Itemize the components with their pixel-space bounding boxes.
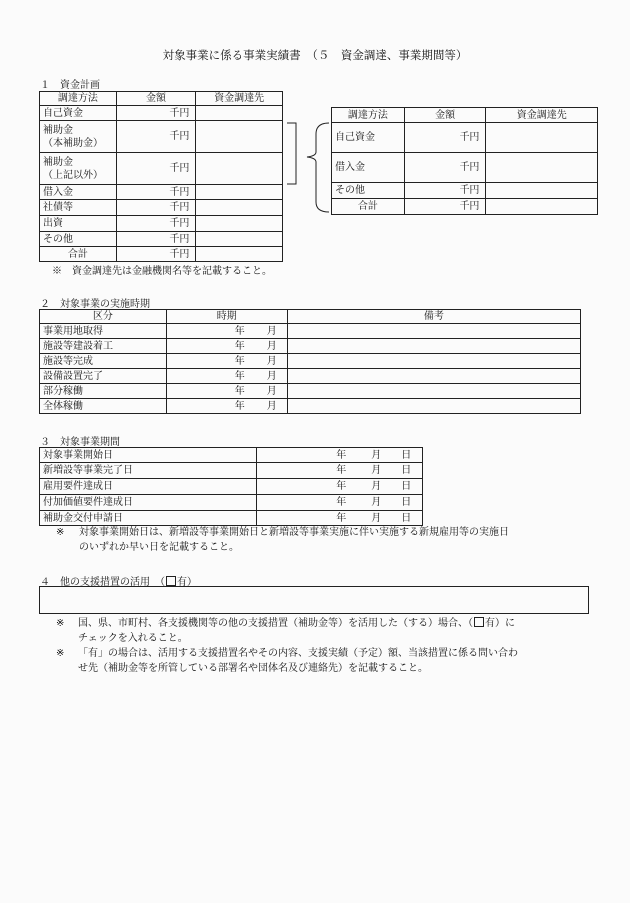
year-label: 年	[336, 481, 347, 492]
period-label-cell: 補助金交付申請日	[40, 511, 257, 526]
table-header-row	[40, 92, 283, 106]
amount-cell: 千円	[116, 185, 196, 200]
table-header-row	[332, 108, 598, 123]
method-line: 補助金	[43, 124, 73, 136]
method-cell	[40, 121, 117, 153]
checkbox-label: 有）	[177, 577, 197, 588]
period-label-cell: 新増設等事業完了日	[40, 463, 257, 479]
table-row	[40, 448, 423, 463]
source-cell	[196, 200, 283, 216]
method-cell: 自己資金	[332, 123, 405, 153]
method-cell: 自己資金	[40, 106, 117, 121]
month-label: 月	[266, 370, 277, 382]
month-label: 月	[266, 340, 277, 352]
funding-breakdown-table	[331, 107, 598, 215]
remarks-cell	[287, 324, 580, 339]
table-row	[332, 153, 598, 183]
other-support-checkbox[interactable]	[166, 576, 176, 586]
table-row	[40, 232, 283, 247]
timing-cell	[166, 324, 287, 339]
month-label: 月	[266, 325, 277, 337]
year-label: 年	[336, 497, 347, 508]
year-label: 年	[234, 325, 245, 337]
section4-heading-text: ４ 他の支援措置の活用 （	[40, 577, 165, 588]
month-label: 月	[266, 400, 277, 412]
section3-note-mark: ※	[56, 527, 65, 538]
note-line: 対象事業開始日は、新増設等事業開始日と新増設等事業実施に伴い実施する新規雇用等の実施日	[79, 527, 509, 538]
section1-note: ※ 資金調達先は金融機関名等を記載すること。	[52, 266, 272, 277]
source-cell	[486, 199, 598, 215]
source-cell	[196, 153, 283, 185]
checkbox-symbol	[474, 617, 484, 627]
month-label: 月	[371, 449, 382, 461]
right-bracket-shape	[287, 123, 296, 184]
table-row	[40, 153, 283, 185]
year-label: 年	[234, 355, 245, 367]
day-label: 日	[401, 512, 412, 524]
month-label: 月	[371, 481, 382, 492]
remarks-cell	[287, 339, 580, 354]
column-header: 調達方法	[332, 108, 405, 123]
table-row	[332, 199, 598, 215]
table-row	[40, 495, 423, 511]
method-cell: 合計	[332, 199, 405, 215]
amount-cell: 千円	[404, 123, 486, 153]
timing-cell	[166, 384, 287, 399]
table-header-row	[40, 310, 581, 324]
method-cell: 社債等	[40, 200, 117, 216]
note-line: 「有」の場合は、活用する支援措置名やその内容、支援実績（予定）額、当該措置に係る問い合わ	[78, 648, 518, 659]
amount-cell: 千円	[116, 216, 196, 232]
year-label: 年	[336, 465, 347, 476]
year-label: 年	[234, 385, 245, 397]
source-cell	[486, 123, 598, 153]
table-row	[40, 324, 581, 339]
page-title: 対象事業に係る事業実績書 （５ 資金調達、事業期間等）	[162, 48, 468, 62]
column-header: 金額	[116, 92, 196, 106]
year-label: 年	[234, 340, 245, 352]
table-row	[40, 121, 283, 153]
source-cell	[196, 232, 283, 247]
category-cell: 施設等完成	[40, 354, 167, 369]
table-row	[332, 123, 598, 153]
month-label: 月	[266, 385, 277, 397]
source-cell	[196, 185, 283, 200]
bracket-connector	[283, 120, 333, 220]
year-label: 年	[234, 400, 245, 412]
day-label: 日	[401, 497, 412, 508]
period-label-cell: 対象事業開始日	[40, 448, 257, 463]
method-cell: 借入金	[40, 185, 117, 200]
table-row	[40, 479, 423, 495]
remarks-cell	[287, 369, 580, 384]
month-label: 月	[371, 497, 382, 508]
amount-cell: 千円	[404, 153, 486, 183]
note-line: チェックを入れること。	[78, 633, 188, 644]
method-line: 補助金	[43, 156, 73, 168]
amount-cell: 千円	[116, 232, 196, 247]
section2-heading: ２ 対象事業の実施時期	[40, 299, 150, 310]
amount-cell: 千円	[404, 183, 486, 199]
table-row	[40, 200, 283, 216]
implementation-timing-table	[39, 309, 581, 414]
year-label: 年	[336, 449, 347, 461]
date-cell	[257, 495, 423, 511]
table-row	[40, 247, 283, 262]
column-header: 調達方法	[40, 92, 117, 106]
period-label-cell: 雇用要件達成日	[40, 479, 257, 495]
category-cell: 設備設置完了	[40, 369, 167, 384]
column-header: 備考	[287, 310, 580, 324]
date-cell	[257, 511, 423, 526]
timing-cell	[166, 369, 287, 384]
section4-note2-mark: ※	[56, 648, 65, 659]
section1-heading: １ 資金計画	[40, 80, 100, 91]
section4-note1-mark: ※	[56, 618, 65, 629]
remarks-cell	[287, 399, 580, 414]
period-label-cell: 付加価値要件達成日	[40, 495, 257, 511]
day-label: 日	[401, 449, 412, 461]
table-row	[40, 185, 283, 200]
date-cell	[257, 479, 423, 495]
method-cell: 借入金	[332, 153, 405, 183]
date-cell	[257, 448, 423, 463]
category-cell: 施設等建設着工	[40, 339, 167, 354]
month-label: 月	[371, 465, 382, 476]
amount-cell: 千円	[116, 106, 196, 121]
note-text: 有）に	[485, 618, 515, 629]
column-header: 時期	[166, 310, 287, 324]
category-cell: 部分稼働	[40, 384, 167, 399]
timing-cell	[166, 339, 287, 354]
source-cell	[196, 121, 283, 153]
funding-plan-table	[39, 91, 283, 262]
amount-cell: 千円	[404, 199, 486, 215]
method-cell: 出資	[40, 216, 117, 232]
column-header: 資金調達先	[196, 92, 283, 106]
source-cell	[196, 106, 283, 121]
day-label: 日	[401, 465, 412, 476]
remarks-cell	[287, 384, 580, 399]
section3-heading: ３ 対象事業期間	[40, 437, 120, 448]
source-cell	[486, 153, 598, 183]
table-row	[40, 339, 581, 354]
table-row	[40, 369, 581, 384]
section3-note	[79, 525, 599, 555]
table-row	[40, 354, 581, 369]
table-row	[40, 106, 283, 121]
support-measures-box[interactable]	[39, 586, 589, 614]
note-text: 国、県、市町村、各支援機関等の他の支援措置（補助金等）を活用した（する）場合、（	[78, 618, 473, 629]
month-label: 月	[371, 512, 382, 524]
amount-cell: 千円	[116, 247, 196, 262]
method-cell: 合計	[40, 247, 117, 262]
method-line: （本補助金）	[43, 137, 103, 149]
method-line: （上記以外）	[43, 169, 103, 181]
month-label: 月	[266, 355, 277, 367]
note-line: せ先（補助金等を所管している部署名や団体名及び連絡先）を記載すること。	[78, 663, 428, 674]
table-row	[332, 183, 598, 199]
left-brace-shape	[307, 123, 329, 212]
section4-note2	[78, 646, 598, 676]
category-cell: 事業用地取得	[40, 324, 167, 339]
year-label: 年	[234, 370, 245, 382]
table-row	[40, 399, 581, 414]
note-line: のいずれか早い日を記載すること。	[79, 542, 239, 553]
method-cell	[40, 153, 117, 185]
source-cell	[486, 183, 598, 199]
category-cell: 全体稼働	[40, 399, 167, 414]
date-cell	[257, 463, 423, 479]
year-label: 年	[336, 512, 347, 524]
timing-cell	[166, 399, 287, 414]
section4-note1	[78, 616, 598, 646]
amount-cell: 千円	[116, 121, 196, 153]
column-header: 区分	[40, 310, 167, 324]
amount-cell: 千円	[116, 200, 196, 216]
table-row	[40, 384, 581, 399]
table-row	[40, 216, 283, 232]
column-header: 資金調達先	[486, 108, 598, 123]
method-cell: その他	[40, 232, 117, 247]
table-row	[40, 463, 423, 479]
timing-cell	[166, 354, 287, 369]
table-row	[40, 511, 423, 526]
project-period-table	[39, 447, 423, 526]
day-label: 日	[401, 481, 412, 492]
note-line	[78, 616, 598, 631]
amount-cell: 千円	[116, 153, 196, 185]
remarks-cell	[287, 354, 580, 369]
source-cell	[196, 247, 283, 262]
method-cell: その他	[332, 183, 405, 199]
source-cell	[196, 216, 283, 232]
column-header: 金額	[404, 108, 486, 123]
